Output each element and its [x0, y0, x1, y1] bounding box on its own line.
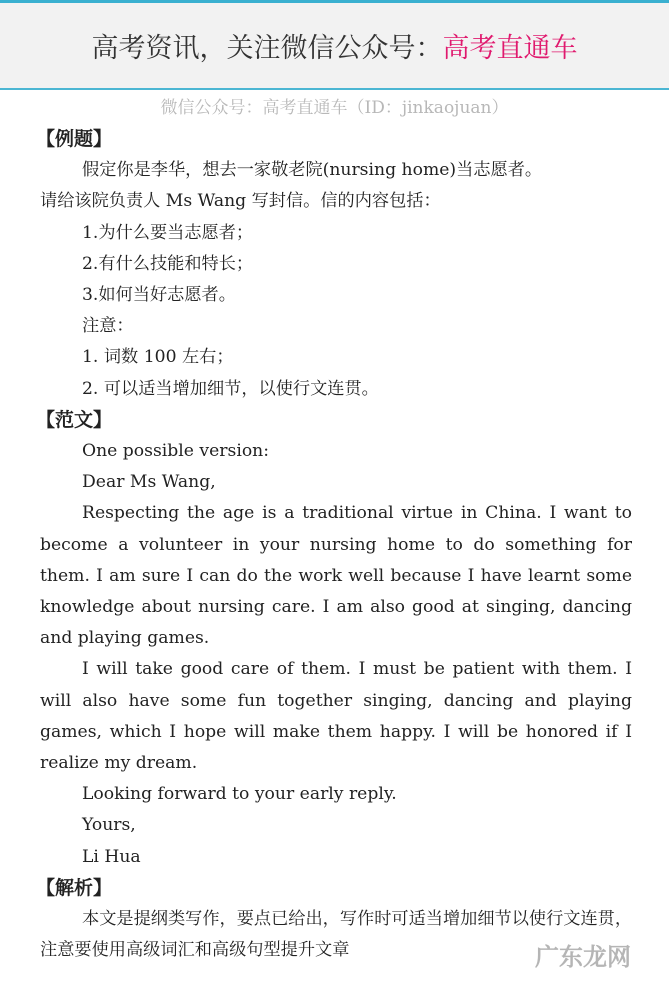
note-1: 1. 词数 100 左右； — [82, 347, 234, 368]
letter-signature: Li Hua — [82, 846, 141, 867]
example-heading: 【例题】 — [36, 128, 113, 150]
letter-paragraph-2: I will take good care of them. I must be patient with them. I will also have some fun together singing, dancing and playing games, which I hope will make them happy. I will be honored if I realize my dream. — [40, 659, 632, 774]
note-label: 注意： — [82, 316, 134, 337]
example-point-2: 2.有什么技能和特长； — [82, 253, 254, 274]
header-banner — [0, 0, 669, 90]
header-account-name: 高考直通车 — [442, 33, 578, 64]
letter-signoff: Yours, — [82, 815, 136, 836]
letter-closing: Looking forward to your early reply. — [82, 784, 397, 805]
letter-greeting: Dear Ms Wang, — [82, 472, 216, 493]
watermark-logo: 广东龙网 — [535, 943, 631, 971]
article-body — [36, 124, 633, 966]
wechat-id-subtitle: 微信公众号：高考直通车（ID：jinkaojuan） — [160, 98, 509, 118]
version-label: One possible version: — [82, 441, 270, 462]
example-point-3: 3.如何当好志愿者。 — [82, 285, 236, 306]
example-intro-2: 请给该院负责人 Ms Wang 写封信。信的内容包括： — [40, 191, 441, 212]
note-2: 2. 可以适当增加细节，以使行文连贯。 — [82, 378, 379, 399]
example-intro-1: 假定你是李华，想去一家敬老院(nursing home)当志愿者。 — [82, 160, 543, 181]
header-title: 高考资讯，关注微信公众号： — [91, 33, 443, 64]
analysis-heading: 【解析】 — [36, 876, 113, 899]
letter-paragraph-1: Respecting the age is a traditional virtue in China. I want to become a volunteer in your nursing home to do something for them. I am sure I can do the work well because I have learnt some knowledge about nursing care. I am also good at singing, dancing and playing games. — [40, 503, 632, 649]
analysis-text: 本文是提纲类写作，要点已给出，写作时可适当增加细节以使行文连贯，注意要使用高级词汇和高级句型提升文章 — [40, 909, 633, 961]
model-heading: 【范文】 — [36, 408, 113, 431]
example-point-1: 1.为什么要当志愿者； — [82, 222, 254, 243]
